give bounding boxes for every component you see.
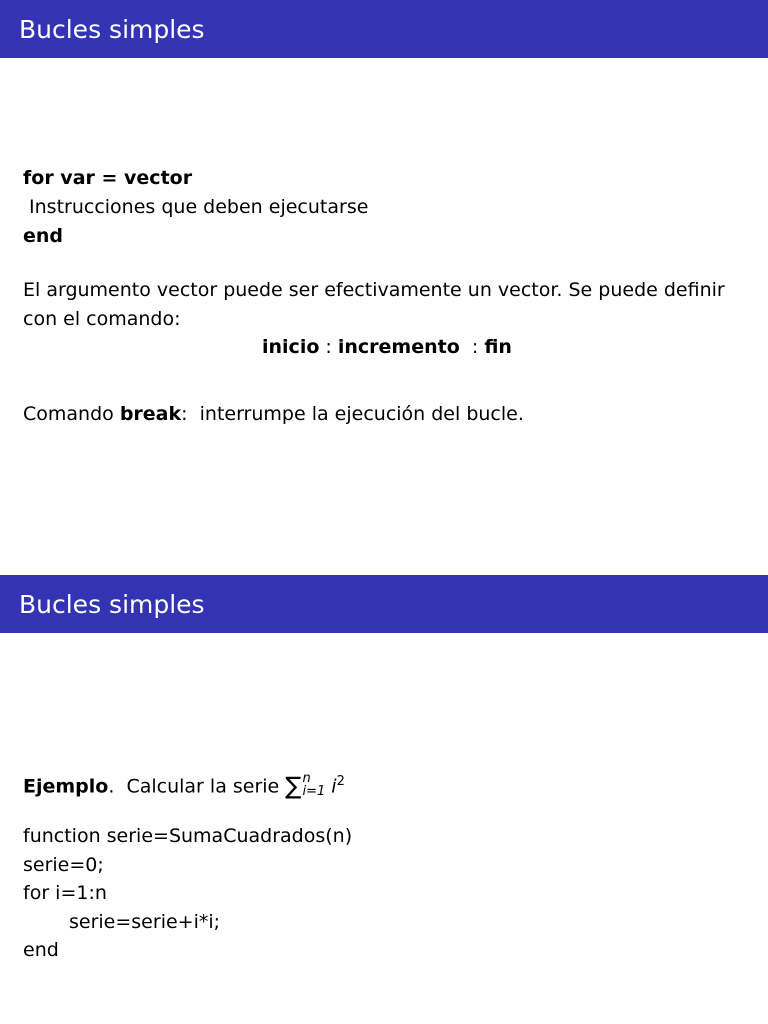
paragraph-line-2: con el comando:	[23, 308, 181, 330]
break-keyword: break	[119, 403, 182, 425]
range-sep-2: :	[459, 336, 485, 358]
slide-title: Bucles simples	[19, 15, 205, 44]
range-start: inicio	[262, 336, 320, 358]
slide-title-bar	[0, 575, 768, 633]
code-line-5: end	[23, 939, 59, 961]
example-line	[23, 770, 345, 800]
sum-limits	[302, 772, 325, 798]
range-step: incremento	[337, 336, 460, 358]
sum-term: i	[331, 775, 337, 798]
syntax-body-line: Instrucciones que deben ejecutarse	[23, 196, 369, 218]
sum-symbol: ∑	[285, 772, 302, 801]
break-line	[23, 402, 524, 426]
break-suffix: : interrumpe la ejecución del bucle.	[181, 403, 524, 425]
syntax-for-line: for var = vector	[23, 167, 193, 189]
range-sep-1: :	[319, 336, 338, 358]
paragraph-line-1: El argumento vector puede ser efectivamente un vector. Se puede definir	[23, 279, 725, 301]
slide-title-bar	[0, 0, 768, 58]
code-line-1: function serie=SumaCuadrados(n)	[23, 825, 353, 847]
slide-title: Bucles simples	[19, 590, 205, 619]
range-syntax	[262, 335, 512, 359]
sum-exponent: 2	[336, 774, 345, 789]
example-text: . Calcular la serie	[108, 775, 286, 798]
sum-lower: i=1	[302, 783, 326, 799]
syntax-end-line: end	[23, 225, 64, 247]
code-line-3: for i=1:n	[23, 882, 107, 904]
slide-2	[0, 575, 768, 1024]
range-end: fin	[484, 336, 512, 358]
sum-upper: n	[302, 770, 311, 786]
break-prefix: Comando	[23, 403, 120, 425]
code-line-2: serie=0;	[23, 854, 104, 876]
code-line-4: serie=serie+i*i;	[69, 911, 221, 933]
example-label: Ejemplo	[23, 775, 109, 798]
